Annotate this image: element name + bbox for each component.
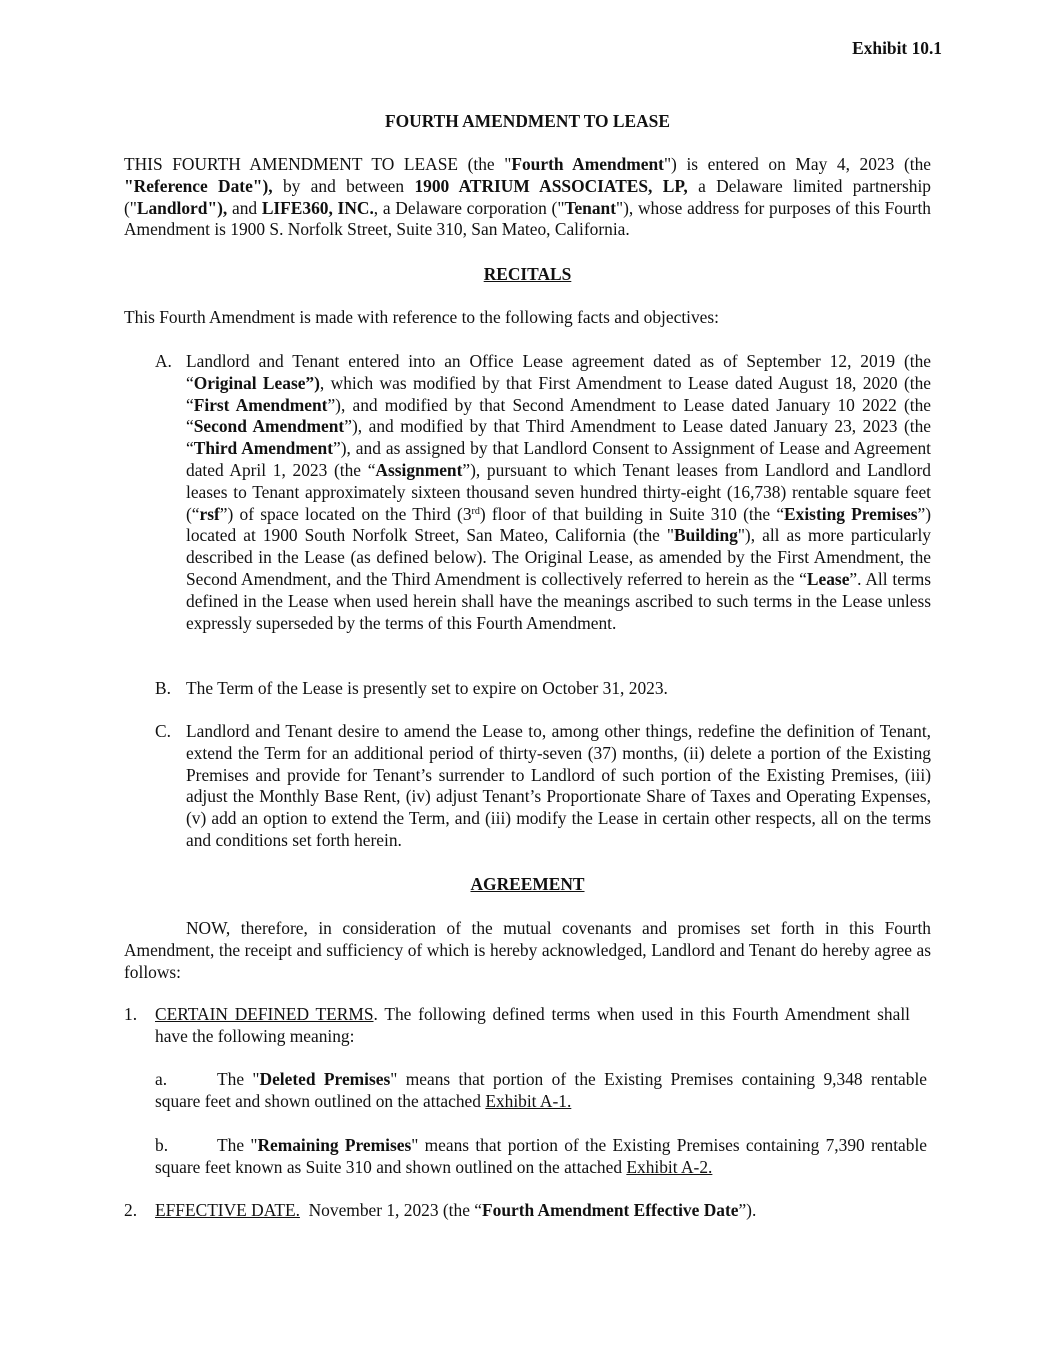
recital-text: The Term of the Lease is presently set to expire on October 31, 2023.: [186, 678, 668, 698]
section-2: 2. EFFECTIVE DATE. November 1, 2023 (the “Fourth Amendment Effective Date”).: [124, 1200, 757, 1220]
agreement-heading: AGREEMENT: [470, 874, 585, 894]
recital-text: Landlord and Tenant desire to amend the Lease to, among other things, redefine the definition of Tenant, extend the Term for an additional period of thirty-seven (37) months, (ii) delete a portion of the Existing Premises and provide for Tenant’s surrender to Landlord of such portion of the Existing Premises, (iii) adjust the Monthly Base Rent, (iv) adjust Tenant’s Proportionate Share of Taxes and Operating Expenses, (v) add an option to extend the Term, and (iii) modify the Lease in certain other respects, all on the terms and conditions set forth herein.: [186, 721, 931, 850]
section-number: 2.: [124, 1200, 138, 1220]
recital-label: B.: [155, 678, 171, 698]
recital-text: Landlord and Tenant entered into an Office Lease agreement dated as of September 12, 2019 (the “Original Lease”), which was modified by that First Amendment to Lease dated August 18, 2020 (the “First Amendment”), and modified by that Second Amendment to Lease dated January 10 2022 (the “Second Amendment”), and modified by that Third Amendment to Lease dated January 23, 2023 (the “Third Amendment”), and as assigned by that Landlord Consent to Assignment of Lease and Agreement dated April 1, 2023 (the “Assignment”), pursuant to which Tenant leases from Landlord and Landlord leases to Tenant approximately sixteen thousand seven hundred thirty-eight (16,738) rentable square feet (“rsf”) of space located on the Third (3rd) floor of that building in Suite 310 (the “Existing Premises”) located at 1900 South Norfolk Street, San Mateo, California (the "Building"), all as more particularly described in the Lease (as defined below). The Original Lease, as amended by the First Amendment, the Second Amendment, and the Third Amendment is collectively referred to herein as the “Lease”. All terms defined in the Lease when used herein shall have the meanings ascribed to such terms in the Lease unless expressly superseded by the terms of this Fourth Amendment.: [186, 351, 932, 633]
item-label: b.: [155, 1135, 169, 1155]
recital-c: [155, 721, 931, 852]
defined-term-b: b. The "Remaining Premises" means that portion of the Existing Premises containing 7,390 rentable square feet known as Suite 310 and shown outlined on the attached Exhibit A-2.: [155, 1135, 928, 1177]
exhibit-label: Exhibit 10.1: [852, 38, 942, 58]
intro-paragraph: THIS FOURTH AMENDMENT TO LEASE (the "Fourth Amendment") is entered on May 4, 2023 (the "Reference Date"), by and between 1900 ATRIUM ASSOCIATES, LP, a Delaware limited partnership ("Landlord"), and LIFE360, INC., a Delaware corporation ("Tenant"), whose address for purposes of this Fourth Amendment is 1900 S. Norfolk Street, Suite 310, San Mateo, California.: [124, 154, 931, 240]
recitals-heading: RECITALS: [483, 264, 572, 284]
document-title: FOURTH AMENDMENT TO LEASE: [385, 111, 670, 131]
section-heading: CERTAIN DEFINED TERMS: [155, 1004, 374, 1024]
section-number: 1.: [124, 1004, 138, 1024]
section-heading: EFFECTIVE DATE.: [155, 1200, 300, 1220]
recital-label: C.: [155, 721, 171, 741]
recital-b: [155, 678, 931, 700]
recitals-intro: This Fourth Amendment is made with reference to the following facts and objectives:: [124, 307, 719, 327]
defined-term-a: a. The "Deleted Premises" means that portion of the Existing Premises containing 9,348 rentable square feet and shown outlined on the attached Exhibit A-1.: [155, 1069, 927, 1111]
exhibit-a1-link[interactable]: Exhibit A-1.: [485, 1090, 572, 1111]
recital-label: A.: [155, 351, 172, 371]
recital-a: [155, 351, 931, 634]
item-label: a.: [155, 1069, 168, 1089]
exhibit-a2-link[interactable]: Exhibit A-2.: [626, 1156, 713, 1177]
section-1: 1. CERTAIN DEFINED TERMS. The following defined terms when used in this Fourth Amendment shall have the following meaning:: [124, 1004, 910, 1046]
agreement-intro: NOW, therefore, in consideration of the mutual covenants and promises set forth in this Fourth Amendment, the receipt and sufficiency of which is hereby acknowledged, Landlord and Tenant do hereby agree as follows:: [124, 918, 931, 982]
